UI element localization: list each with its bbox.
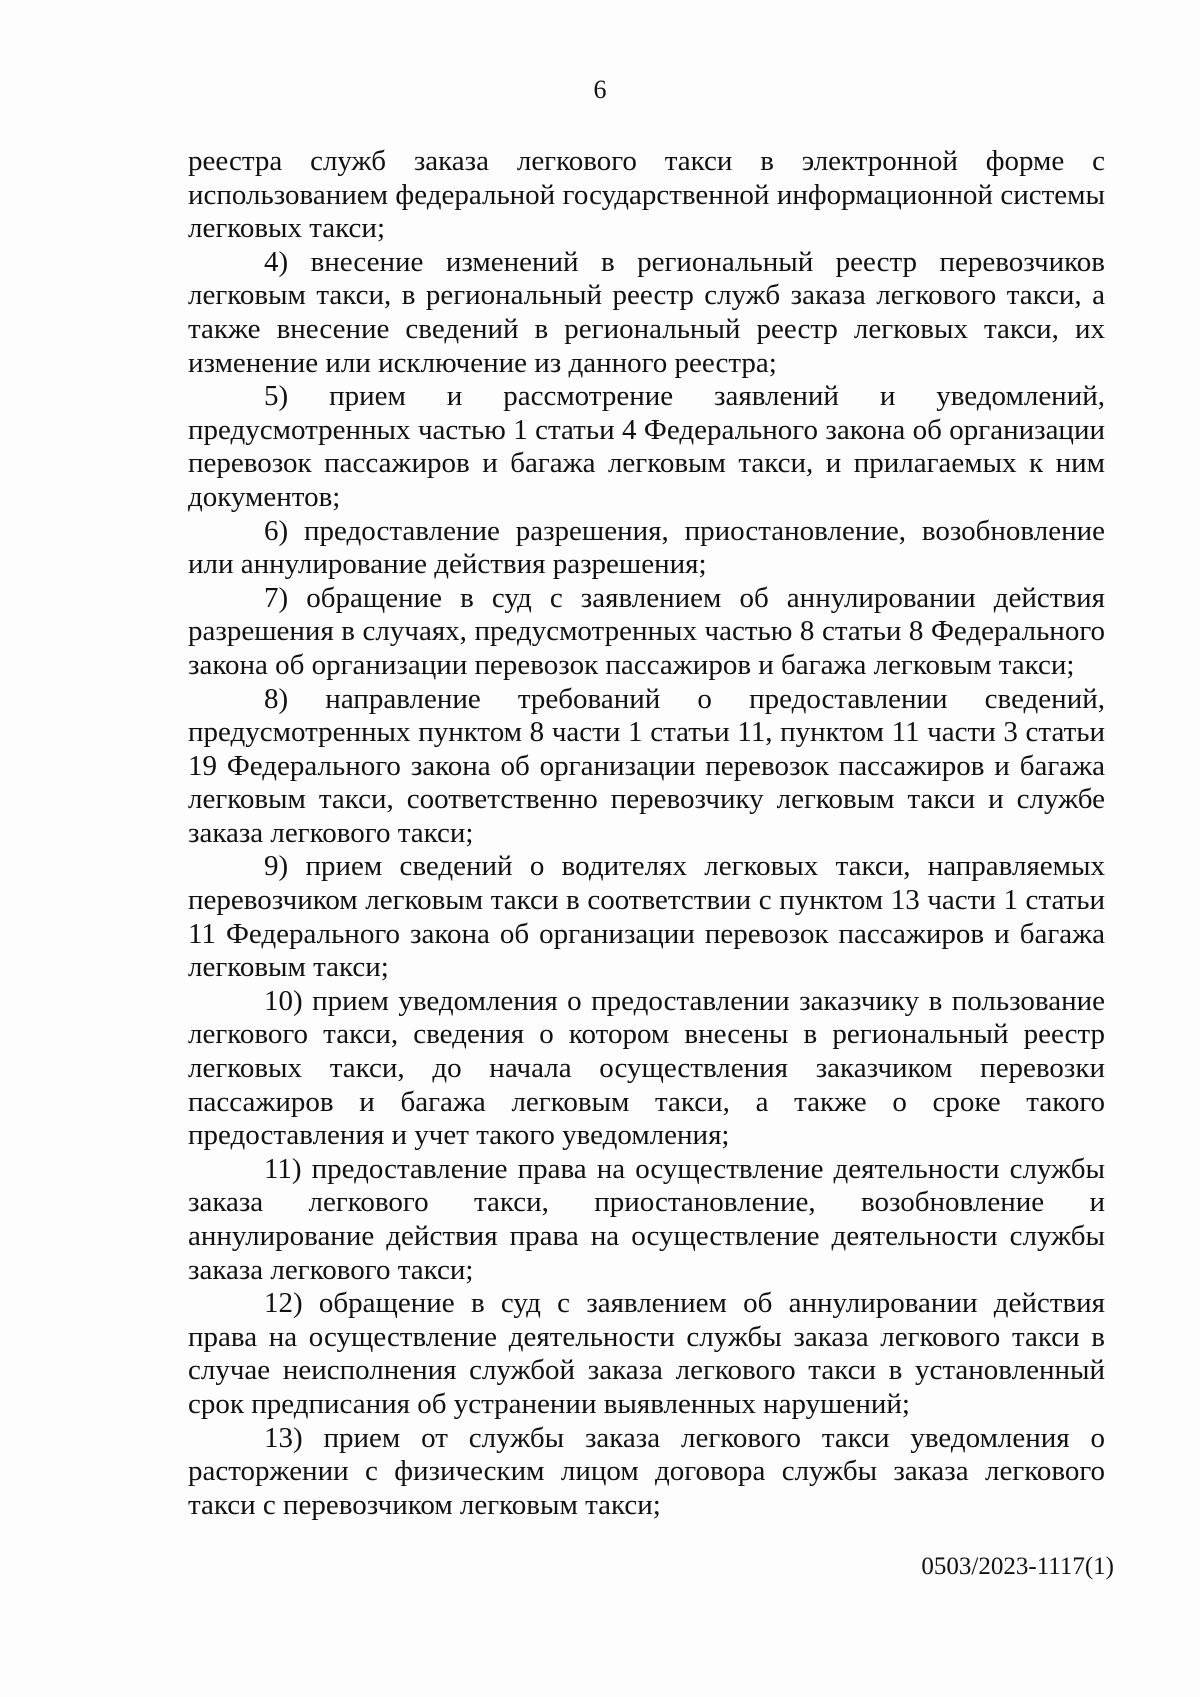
list-item-4: 4) внесение изменений в региональный реестр перевозчиков легковым такси, в региональный реестр служб заказа легкового такси, а также внесение сведений в региональный реестр легковых такси, их изменение или исключение из данного реестра;	[188, 245, 1105, 379]
document-id-footer: 0503/2023-1117(1)	[921, 1553, 1114, 1580]
list-item-9: 9) прием сведений о водителях легковых такси, направляемых перевозчиком легковым такси в соответствии с пунктом 13 части 1 статьи 11 Федерального закона об организации перевозок пассажиров и багажа легковым такси;	[188, 850, 1105, 984]
list-item-10: 10) прием уведомления о предоставлении заказчику в пользование легкового такси, сведения о котором внесены в региональный реестр легковых такси, до начала осуществления заказчиком перевозки пассажиров и багажа легковым такси, а также о сроке такого предоставления и учет такого уведомления;	[188, 984, 1105, 1152]
list-item-5: 5) прием и рассмотрение заявлений и уведомлений, предусмотренных частью 1 статьи 4 Федерального закона об организации перевозок пассажиров и багажа легковым такси, и прилагаемых к ним документов;	[188, 380, 1105, 513]
list-item-7: 7) обращение в суд с заявлением об аннулировании действия разрешения в случаях, предусмотренных частью 8 статьи 8 Федерального закона об организации перевозок пассажиров и багажа легковым такси;	[188, 581, 1105, 681]
page-number: 6	[593, 75, 607, 104]
list-item-12: 12) обращение в суд с заявлением об аннулировании действия права на осуществление деятельности службы заказа легкового такси в случае неисполнения службой заказа легкового такси в установленный срок предписания об устранении выявленных нарушений;	[188, 1287, 1105, 1420]
list-item-13: 13) прием от службы заказа легкового такси уведомления о расторжении с физическим лицом договора службы заказа легкового такси с перевозчиком легковым такси;	[188, 1421, 1105, 1521]
list-item-11: 11) предоставление права на осуществление деятельности службы заказа легкового такси, приостановление, возобновление и аннулирование действия права на осуществление деятельности службы заказа легкового такси;	[188, 1152, 1105, 1286]
document-body	[188, 145, 1105, 1522]
paragraph-continuation: реестра служб заказа легкового такси в электронной форме с использованием федеральной государственной информационной системы легковых такси;	[188, 145, 1105, 245]
list-item-6: 6) предоставление разрешения, приостановление, возобновление или аннулирование действия разрешения;	[188, 514, 1105, 581]
list-item-8: 8) направление требований о предоставлении сведений, предусмотренных пунктом 8 части 1 статьи 11, пунктом 11 части 3 статьи 19 Федерального закона об организации перевозок пассажиров и багажа легковым такси, соответственно перевозчику легковым такси и службе заказа легкового такси;	[188, 682, 1105, 849]
